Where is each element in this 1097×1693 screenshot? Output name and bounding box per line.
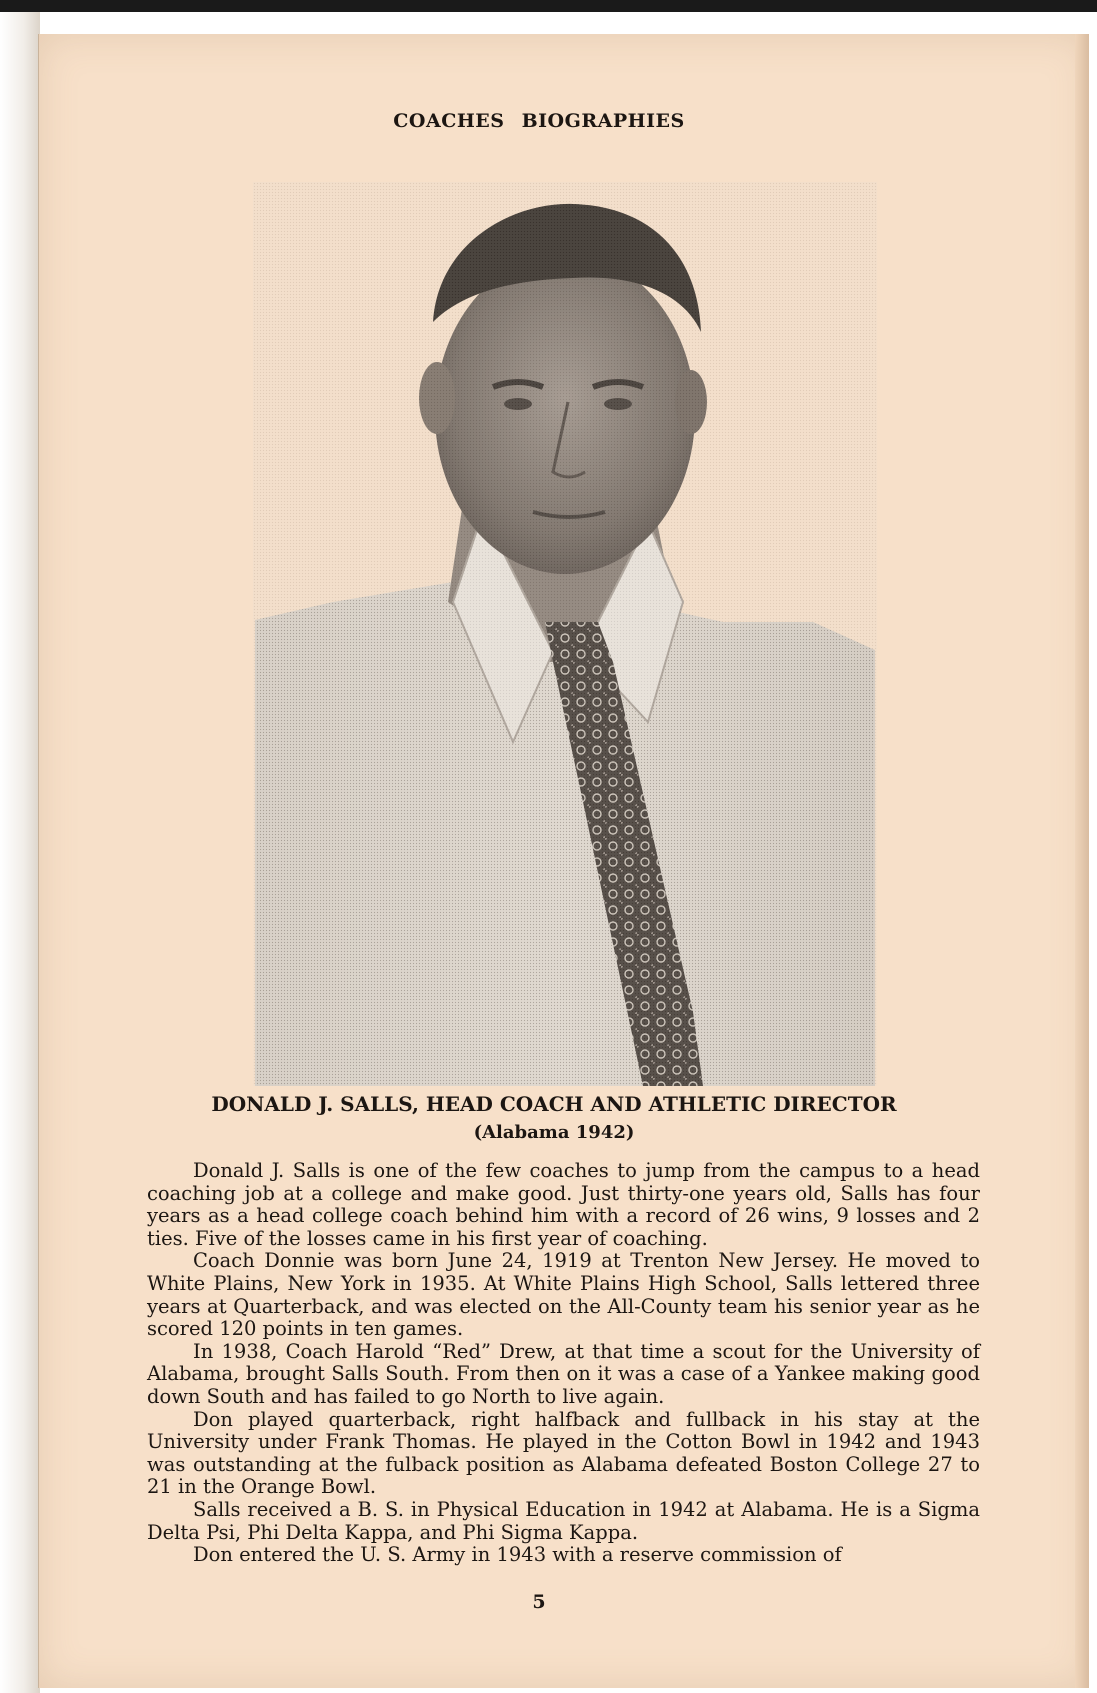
booklet-spine bbox=[0, 12, 40, 1693]
biography-paragraph: Salls received a B. S. in Physical Education in 1942 at Alabama. He is a Sigma Delta Psi, Phi Delta Kappa, and Phi Sigma Kappa. bbox=[147, 1497, 980, 1544]
biography-paragraph: Coach Donnie was born June 24, 1919 at Trenton New Jersey. He moved to White Plains, New York in 1935. At White Plains High School, Salls lettered three years at Quarterback, and was elected on the All-County team his senior year as he scored 120 points in ten games. bbox=[147, 1249, 980, 1341]
portrait-image bbox=[253, 182, 877, 1086]
page-number: 5 bbox=[532, 1591, 546, 1613]
booklet-page bbox=[38, 34, 1089, 1688]
caption-subtitle: (Alabama 1942) bbox=[473, 1122, 635, 1143]
biography-paragraph: Donald J. Salls is one of the few coaches to jump from the campus to a head coaching job at a college and make good. Just thirty-one years old, Salls has four years as a head college coach behind him with a record of 26 wins, 9 losses and 2 ties. Five of the losses came in his first year of coaching. bbox=[147, 1159, 980, 1250]
coach-portrait-photo bbox=[253, 182, 877, 1086]
biography-paragraph: In 1938, Coach Harold “Red” Drew, at that time a scout for the University of Alabama, brought Salls South. From then on it was a case of a Yankee making good down South and has failed to go North to live again. bbox=[147, 1339, 980, 1408]
biography-paragraph: Don entered the U. S. Army in 1943 with a reserve commission of bbox=[193, 1543, 842, 1567]
page-edge bbox=[1075, 34, 1089, 1688]
scan-top-border bbox=[0, 0, 1097, 12]
biography-text bbox=[147, 1160, 980, 1567]
page-header: COACHES BIOGRAPHIES bbox=[393, 110, 685, 132]
caption-name: DONALD J. SALLS, HEAD COACH AND ATHLETIC DIRECTOR bbox=[211, 1092, 897, 1116]
biography-paragraph: Don played quarterback, right halfback and fullback in his stay at the University under Frank Thomas. He played in the Cotton Bowl in 1942 and 1943 was outstanding at the fulback position as Alabama defeated Boston College 27 to 21 in the Orange Bowl. bbox=[147, 1407, 980, 1499]
